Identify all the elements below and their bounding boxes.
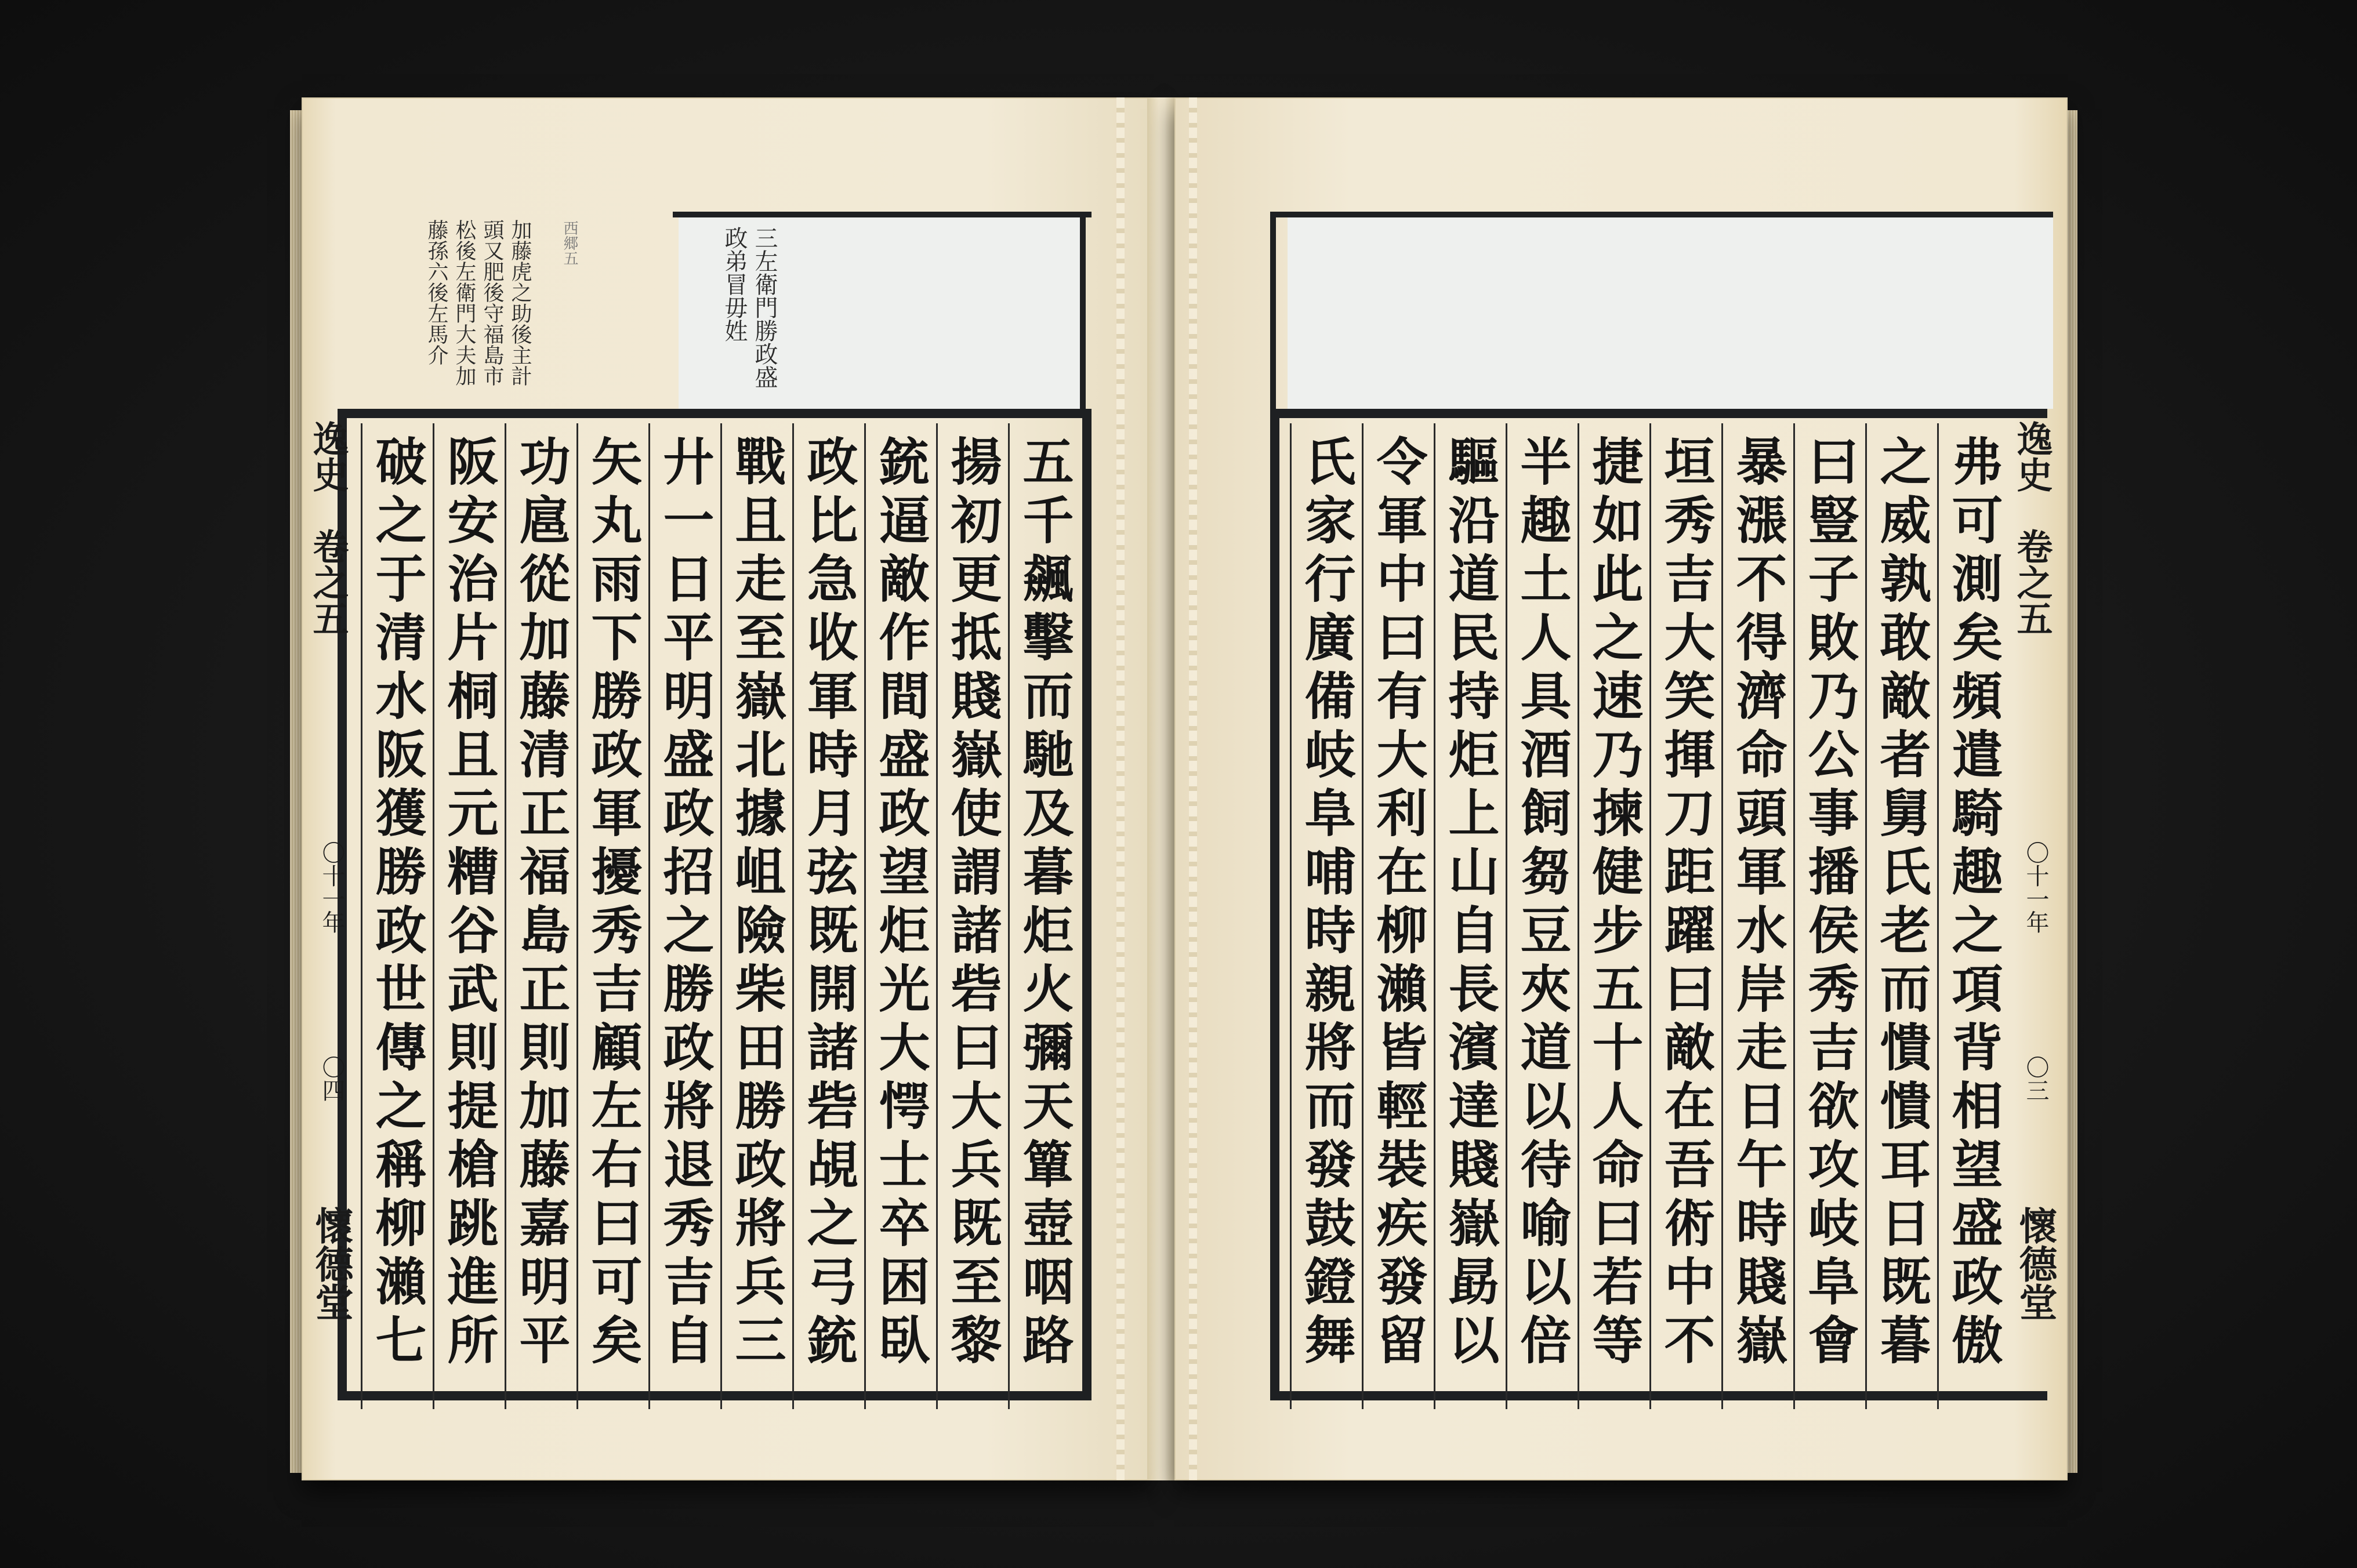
left-col-3: 銃逼敵作間盛政望炬光大愕士卒困臥	[864, 423, 936, 1409]
book-gutter	[1147, 97, 1176, 1480]
right-col-1: 弗可測矣頻遣騎趣之項背相望盛政傲	[1937, 423, 2009, 1409]
left-col-7: 矢丸雨下勝政軍擾秀吉顧左右曰可矣	[576, 423, 648, 1409]
right-col-5: 垣秀吉大笑揮刀距躍曰敵在吾術中不	[1649, 423, 1721, 1409]
left-head-top-rule	[673, 212, 1092, 217]
right-spine-publisher: 懷德堂	[2012, 1206, 2058, 1321]
right-col-9: 令軍中曰有大利在柳瀨皆輕裝疾發留	[1362, 423, 1434, 1409]
right-col-4: 暴漲不得濟命頭軍水岸走日午時賤嶽	[1721, 423, 1793, 1409]
left-spine-title: 逸史 卷之五	[307, 420, 349, 636]
right-col-7: 半趣土人具酒飼芻豆夾道以待喻以倍	[1506, 423, 1578, 1409]
right-col-10: 氏家行廣備岐阜哺時親將而發鼓鐙舞	[1290, 423, 1362, 1409]
right-spine-page: 〇三	[2022, 1055, 2049, 1102]
right-col-6: 捷如此之速乃揀健步五十人命曰若等	[1578, 423, 1649, 1409]
left-headnote-b: 加藤虎之助後主計頭又肥後守福島市松後左衛門大夫加藤孫六後左馬介	[425, 219, 532, 386]
left-col-4: 政比急收軍時月弦既開諸砦覘之弓銃	[792, 423, 864, 1409]
left-page-edges	[290, 110, 303, 1473]
right-col-3: 曰豎子敗乃公事播侯秀吉欲攻岐阜會	[1793, 423, 1865, 1409]
right-spine-year: 〇十一年	[2022, 841, 2049, 934]
left-col-9: 阪安治片桐且元糟谷武則提槍跳進所	[433, 423, 505, 1409]
left-spine-publisher: 懷德堂	[309, 1206, 354, 1321]
right-spine-title: 逸史 卷之五	[2011, 420, 2053, 636]
right-head-left-rule	[1270, 212, 1276, 415]
left-col-6: 廾一日平明盛政招之勝政將退秀吉自	[648, 423, 720, 1409]
left-headnote-a: 三左衛門勝政盛政弟冒毋姓	[721, 226, 778, 389]
left-col-8: 功扈從加藤清正福島正則加藤嘉明平	[505, 423, 576, 1409]
right-col-8: 驅沿道民持炬上山自長濱達賤嶽勗以	[1434, 423, 1506, 1409]
left-head-right-rule	[1080, 212, 1086, 415]
left-spine-page: 〇四	[318, 1055, 345, 1102]
left-headnote-c: 西郷五	[561, 220, 578, 266]
right-col-2: 之威孰敢敵者舅氏老而憒憒耳日既暮	[1865, 423, 1937, 1409]
left-spine-year: 〇十一年	[318, 841, 345, 934]
left-col-10: 破之于清水阪獲勝政世傳之稱柳瀨七	[361, 423, 433, 1409]
left-col-2: 揚初更抵賤嶽使謂諸砦曰大兵既至黎	[936, 423, 1008, 1409]
right-headnote-box	[1288, 217, 2053, 409]
binding-tear-left	[1116, 97, 1125, 1480]
binding-tear-right	[1189, 97, 1197, 1480]
left-col-5: 戰且走至嶽北據岨險柴田勝政將兵三	[720, 423, 792, 1409]
right-head-top-rule	[1270, 212, 2053, 217]
left-col-1: 五千飆擊而馳及暮炬火彌天簞壺咽路	[1008, 423, 1080, 1409]
